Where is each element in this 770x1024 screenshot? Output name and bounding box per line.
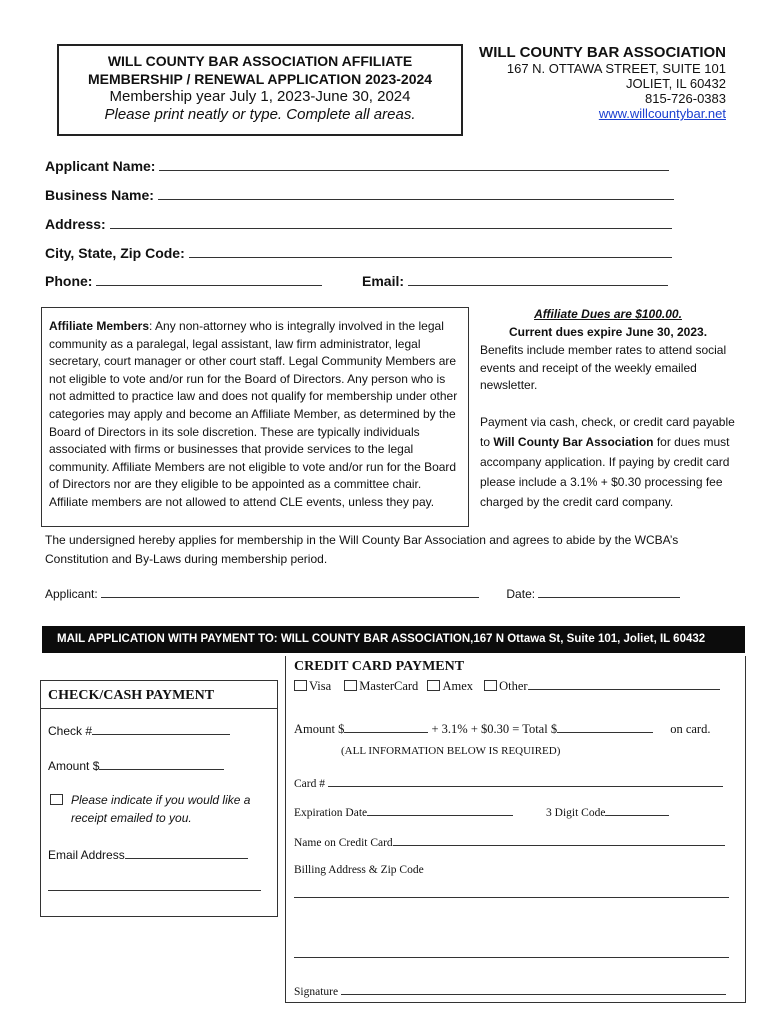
receipt-checkbox-label: Please indicate if you would like a receipt emailed to you. xyxy=(71,793,251,825)
form-title-box xyxy=(57,44,463,136)
name-on-card-line[interactable] xyxy=(393,834,725,846)
organization-phone: 815-726-0383 xyxy=(645,91,726,106)
receipt-email-line[interactable] xyxy=(125,847,248,859)
billing-line-1[interactable] xyxy=(294,886,729,898)
credit-card-payment-box xyxy=(285,656,746,1003)
receipt-checkbox[interactable] xyxy=(50,794,63,805)
mail-instructions-bar: MAIL APPLICATION WITH PAYMENT TO: WILL COUNTY BAR ASSOCIATION,167 N Ottawa St, Suite 101, Joliet, IL 60432 xyxy=(42,626,745,653)
card-fee-formula: + 3.1% + $0.30 = Total $ xyxy=(428,722,558,736)
check-cash-title: CHECK/CASH PAYMENT xyxy=(48,688,215,703)
billing-line-2[interactable] xyxy=(294,946,729,958)
organization-website-link[interactable]: www.willcountybar.net xyxy=(598,106,726,121)
card-type-visa[interactable] xyxy=(294,679,331,693)
visa-checkbox[interactable] xyxy=(294,680,307,691)
membership-year: Membership year July 1, 2023-June 30, 2024 xyxy=(109,88,411,105)
dues-amount: Affiliate Dues are $100.00. xyxy=(534,307,682,321)
name-on-card-label: Name on Credit Card xyxy=(294,837,393,849)
affiliate-members-text: : Any non-attorney who is integrally involved in the legal community as a paralegal, legal assistant, law firm administrator, legal secretary, court manager or other court staff. Legal Community Members are not eligible to vote and/or run for the Board of Directors. Any person who is not admitted to practice law and does not qualify for membership under other categories may apply and become an Affiliate Member, as determined by the Board of Directors in its sole discretion. These are typically individuals associated with firms or businesses that provide services to the legal community. Affiliate Members are not eligible to vote and/or run for the Board of Directors nor are they eligible to be appointed as a committee chair. Affiliate members are not allowed to attend CLE events, unless they pay. xyxy=(49,319,458,509)
city-state-zip-line[interactable] xyxy=(189,246,672,258)
card-amount-line[interactable] xyxy=(344,721,428,733)
phone-label: Phone: xyxy=(45,273,93,289)
payment-instructions xyxy=(480,412,736,512)
card-type-options xyxy=(294,678,720,694)
receipt-email-continuation[interactable] xyxy=(48,879,261,891)
check-amount-line[interactable] xyxy=(99,758,224,770)
receipt-email-line-2[interactable] xyxy=(48,879,261,894)
other-label: Other xyxy=(499,679,528,693)
card-signature-field[interactable] xyxy=(294,983,726,998)
affiliate-members-label: Affiliate Members xyxy=(49,319,150,333)
amex-checkbox[interactable] xyxy=(427,680,440,691)
required-note: (ALL INFORMATION BELOW IS REQUIRED) xyxy=(341,745,561,757)
date-label: Date: xyxy=(506,587,536,601)
card-number-field[interactable] xyxy=(294,775,723,790)
business-name-line[interactable] xyxy=(158,188,674,200)
organization-city: JOLIET, IL 60432 xyxy=(626,76,726,91)
billing-address-line-2[interactable] xyxy=(294,946,729,962)
expiration-line[interactable] xyxy=(367,804,513,816)
security-code-label: 3 Digit Code xyxy=(546,807,606,819)
payment-instructions-pre: Payment via cash, check, or credit card payable to xyxy=(480,414,735,449)
mastercard-label: MasterCard xyxy=(359,679,419,693)
other-checkbox[interactable] xyxy=(484,680,497,691)
city-state-zip-label: City, State, Zip Code: xyxy=(45,245,185,261)
name-on-card-field[interactable] xyxy=(294,834,725,849)
card-total-line[interactable] xyxy=(557,721,653,733)
card-signature-line[interactable] xyxy=(341,983,726,995)
dues-expiration: Current dues expire June 30, 2023. xyxy=(508,324,708,339)
agreement-statement: The undersigned hereby applies for membership in the Will County Bar Association and agrees to abide by the WCBA’s Constitution and By-Laws during membership period. xyxy=(45,533,679,566)
payment-instructions-post: for dues must accompany application. If paying by credit card please include a 3.1% + $0.30 processing fee charged by the credit card company. xyxy=(480,434,730,509)
date-line[interactable] xyxy=(538,586,680,598)
phone-line[interactable] xyxy=(96,274,322,286)
applicant-name-label: Applicant Name: xyxy=(45,158,156,174)
check-amount-field[interactable] xyxy=(48,758,224,773)
dues-benefits: Benefits include member rates to attend social events and receipt of the weekly emailed newsletter. xyxy=(480,343,727,392)
applicant-signature-label: Applicant: xyxy=(45,587,98,601)
billing-address-label: Billing Address & Zip Code xyxy=(294,864,424,876)
email-label: Email: xyxy=(362,273,405,289)
form-title-line-2: MEMBERSHIP / RENEWAL APPLICATION 2023-2024 xyxy=(87,71,433,87)
on-card-label: on card. xyxy=(670,722,711,736)
receipt-email-field[interactable] xyxy=(48,847,248,862)
card-signature-label: Signature xyxy=(294,986,339,998)
check-cash-divider xyxy=(41,708,277,709)
address-field[interactable] xyxy=(45,216,672,232)
payment-payee: Will County Bar Association xyxy=(493,434,654,449)
email-line[interactable] xyxy=(408,274,668,286)
card-type-mastercard[interactable] xyxy=(344,679,418,693)
billing-address-line-1[interactable] xyxy=(294,886,729,902)
address-line[interactable] xyxy=(110,217,672,229)
card-type-other[interactable] xyxy=(484,679,719,693)
card-number-label: Card # xyxy=(294,778,325,790)
organization-address-block xyxy=(426,45,726,121)
check-cash-payment-box xyxy=(40,680,278,917)
check-number-line[interactable] xyxy=(92,723,230,735)
check-number-field[interactable] xyxy=(48,723,230,738)
address-label: Address: xyxy=(45,216,106,232)
applicant-signature-row xyxy=(45,586,680,601)
expiration-label: Expiration Date xyxy=(294,807,368,819)
card-number-line[interactable] xyxy=(328,775,723,787)
amex-label: Amex xyxy=(442,679,473,693)
applicant-name-field[interactable] xyxy=(45,158,669,174)
card-amount-label: Amount $ xyxy=(294,722,345,736)
dues-info xyxy=(480,306,736,512)
security-code-line[interactable] xyxy=(605,804,669,816)
organization-street: 167 N. OTTAWA STREET, SUITE 101 xyxy=(506,61,726,76)
credit-card-title: CREDIT CARD PAYMENT xyxy=(294,659,465,674)
check-number-label: Check # xyxy=(48,724,93,738)
email-field[interactable] xyxy=(362,273,668,289)
receipt-checkbox-row[interactable] xyxy=(48,792,268,827)
applicant-name-line[interactable] xyxy=(159,159,669,171)
organization-name: WILL COUNTY BAR ASSOCIATION xyxy=(479,44,726,61)
business-name-field[interactable] xyxy=(45,187,674,203)
applicant-signature-line[interactable] xyxy=(101,586,479,598)
city-state-zip-field[interactable] xyxy=(45,245,672,261)
check-amount-label: Amount $ xyxy=(48,759,100,773)
card-type-amex[interactable] xyxy=(427,679,473,693)
expiration-field[interactable] xyxy=(294,804,669,819)
phone-field[interactable] xyxy=(45,273,322,289)
receipt-email-label: Email Address xyxy=(48,848,125,862)
visa-label: Visa xyxy=(309,679,332,693)
form-title-line-1: WILL COUNTY BAR ASSOCIATION AFFILIATE xyxy=(107,53,413,69)
business-name-label: Business Name: xyxy=(45,187,154,203)
form-instruction: Please print neatly or type. Complete all areas. xyxy=(104,106,416,123)
other-card-line[interactable] xyxy=(528,678,720,690)
affiliate-description-box xyxy=(41,307,469,527)
mastercard-checkbox[interactable] xyxy=(344,680,357,691)
card-amount-row xyxy=(294,721,710,737)
